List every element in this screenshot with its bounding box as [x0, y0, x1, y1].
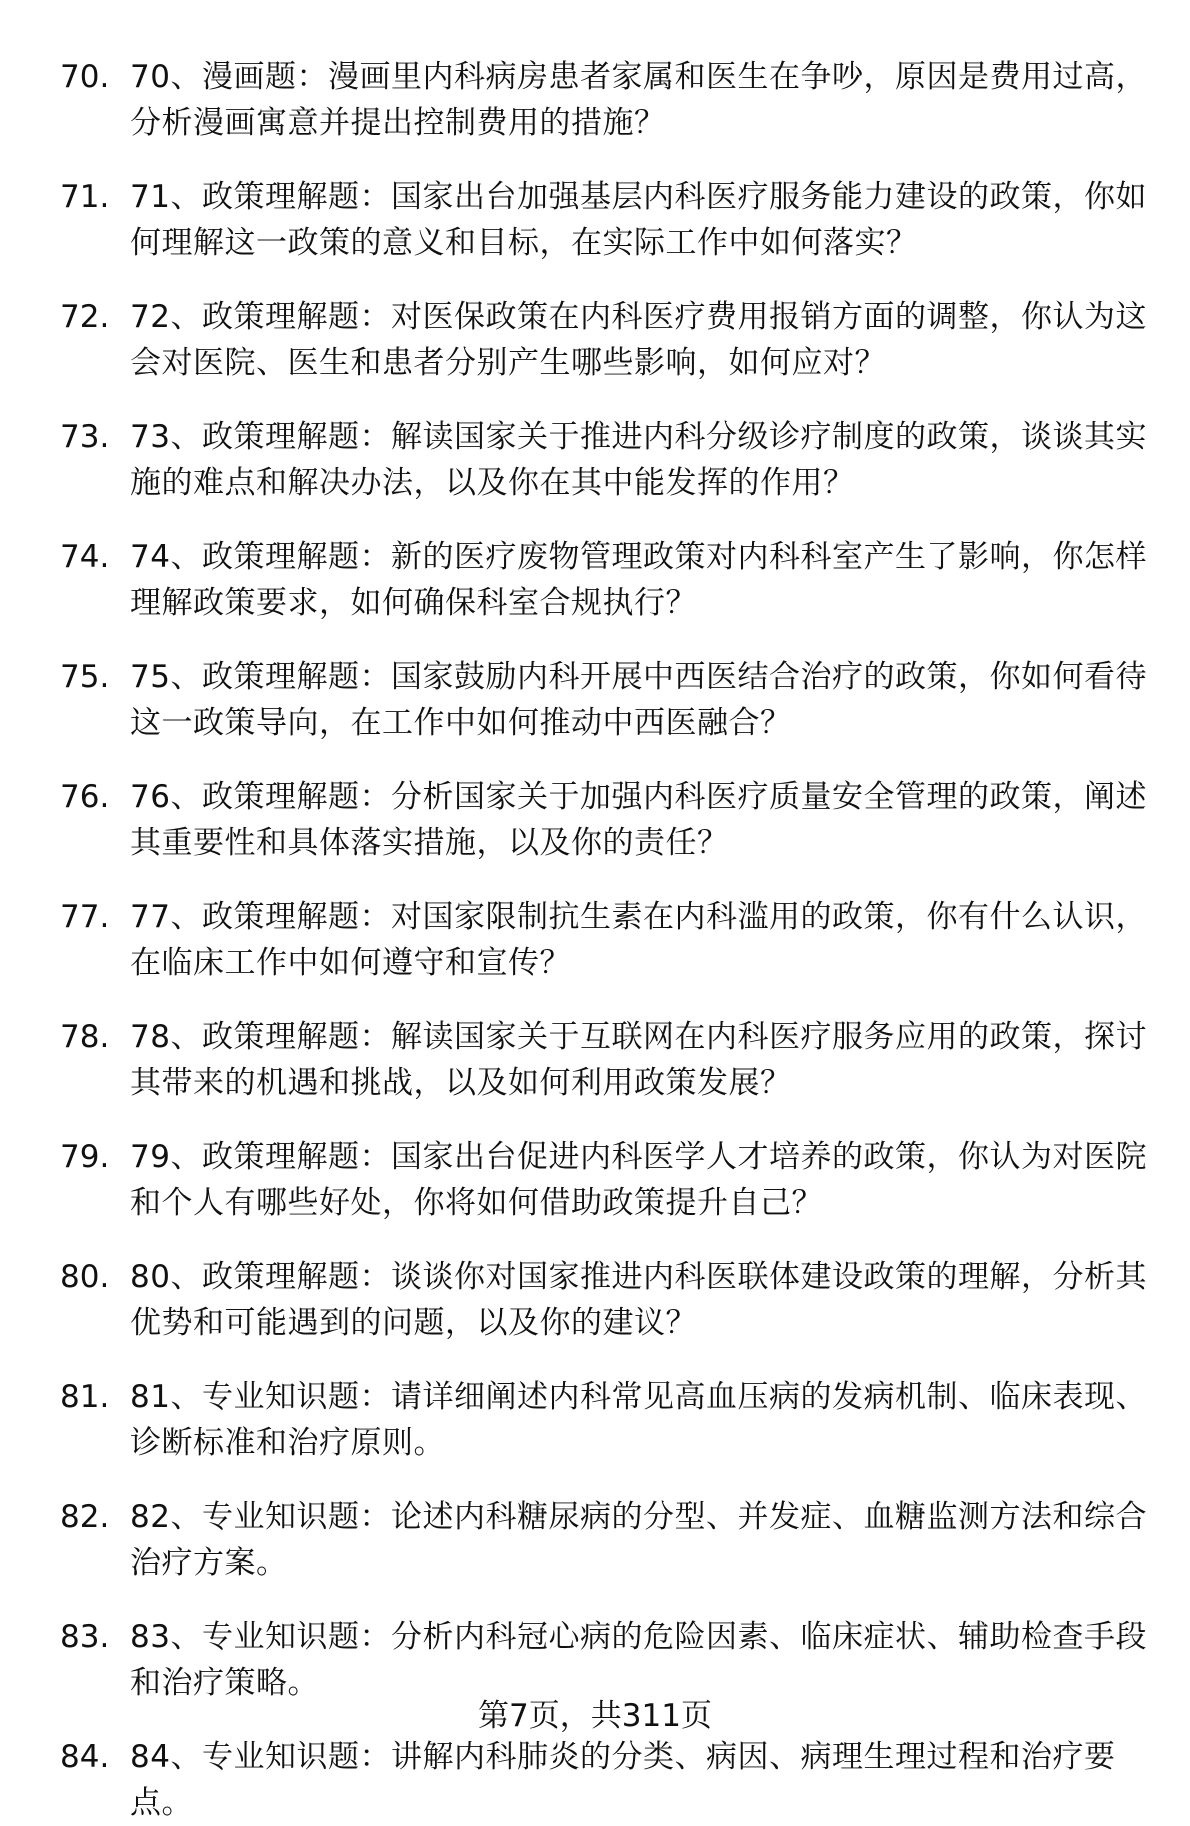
list-item	[0, 1014, 1190, 1106]
question-number: 79.	[60, 1139, 110, 1175]
question-text: 77、政策理解题：对国家限制抗生素在内科滥用的政策，你有什么认识，在临床工作中如何遵守和宣传？	[130, 899, 1147, 981]
question-number: 77.	[60, 899, 110, 935]
question-text: 79、政策理解题：国家出台促进内科医学人才培养的政策，你认为对医院和个人有哪些好处，你将如何借助政策提升自己？	[130, 1139, 1147, 1221]
question-text: 74、政策理解题：新的医疗废物管理政策对内科科室产生了影响，你怎样理解政策要求，如何确保科室合规执行？	[130, 539, 1147, 621]
list-item	[0, 54, 1190, 146]
list-item	[0, 1254, 1190, 1346]
list-item	[0, 1614, 1190, 1706]
question-number: 73.	[60, 419, 110, 455]
list-item	[0, 774, 1190, 866]
list-item	[0, 294, 1190, 386]
list-item	[0, 534, 1190, 626]
question-text: 82、专业知识题：论述内科糖尿病的分型、并发症、血糖监测方法和综合治疗方案。	[130, 1499, 1147, 1581]
list-item	[0, 1134, 1190, 1226]
question-number: 70.	[60, 59, 110, 95]
list-item	[0, 1734, 1190, 1826]
list-item	[0, 1494, 1190, 1586]
list-item	[0, 654, 1190, 746]
question-text: 75、政策理解题：国家鼓励内科开展中西医结合治疗的政策，你如何看待这一政策导向，在工作中如何推动中西医融合？	[130, 659, 1147, 741]
question-text: 83、专业知识题：分析内科冠心病的危险因素、临床症状、辅助检查手段和治疗策略。	[130, 1619, 1147, 1701]
question-number: 71.	[60, 179, 110, 215]
list-item	[0, 894, 1190, 986]
question-list	[0, 54, 1190, 1826]
question-number: 81.	[60, 1379, 110, 1415]
list-item	[0, 174, 1190, 266]
question-text: 80、政策理解题：谈谈你对国家推进内科医联体建设政策的理解，分析其优势和可能遇到的问题，以及你的建议？	[130, 1259, 1147, 1341]
question-number: 80.	[60, 1259, 110, 1295]
question-number: 84.	[60, 1739, 110, 1775]
question-text: 72、政策理解题：对医保政策在内科医疗费用报销方面的调整，你认为这会对医院、医生和患者分别产生哪些影响，如何应对？	[130, 299, 1147, 381]
question-number: 82.	[60, 1499, 110, 1535]
question-text: 71、政策理解题：国家出台加强基层内科医疗服务能力建设的政策，你如何理解这一政策的意义和目标，在实际工作中如何落实？	[130, 179, 1147, 261]
question-number: 74.	[60, 539, 110, 575]
question-text: 73、政策理解题：解读国家关于推进内科分级诊疗制度的政策，谈谈其实施的难点和解决办法，以及你在其中能发挥的作用？	[130, 419, 1147, 501]
list-item	[0, 414, 1190, 506]
question-number: 75.	[60, 659, 110, 695]
question-text: 78、政策理解题：解读国家关于互联网在内科医疗服务应用的政策，探讨其带来的机遇和挑战，以及如何利用政策发展？	[130, 1019, 1147, 1101]
page-number: 第7页，共311页	[478, 1698, 712, 1734]
question-number: 83.	[60, 1619, 110, 1655]
question-text: 70、漫画题：漫画里内科病房患者家属和医生在争吵，原因是费用过高，分析漫画寓意并提出控制费用的措施？	[130, 59, 1147, 141]
question-number: 76.	[60, 779, 110, 815]
question-number: 72.	[60, 299, 110, 335]
question-text: 76、政策理解题：分析国家关于加强内科医疗质量安全管理的政策，阐述其重要性和具体落实措施，以及你的责任？	[130, 779, 1147, 861]
question-text: 84、专业知识题：讲解内科肺炎的分类、病因、病理生理过程和治疗要点。	[130, 1739, 1116, 1821]
question-text: 81、专业知识题：请详细阐述内科常见高血压病的发病机制、临床表现、诊断标准和治疗原则。	[130, 1379, 1147, 1461]
list-item	[0, 1374, 1190, 1466]
question-number: 78.	[60, 1019, 110, 1055]
